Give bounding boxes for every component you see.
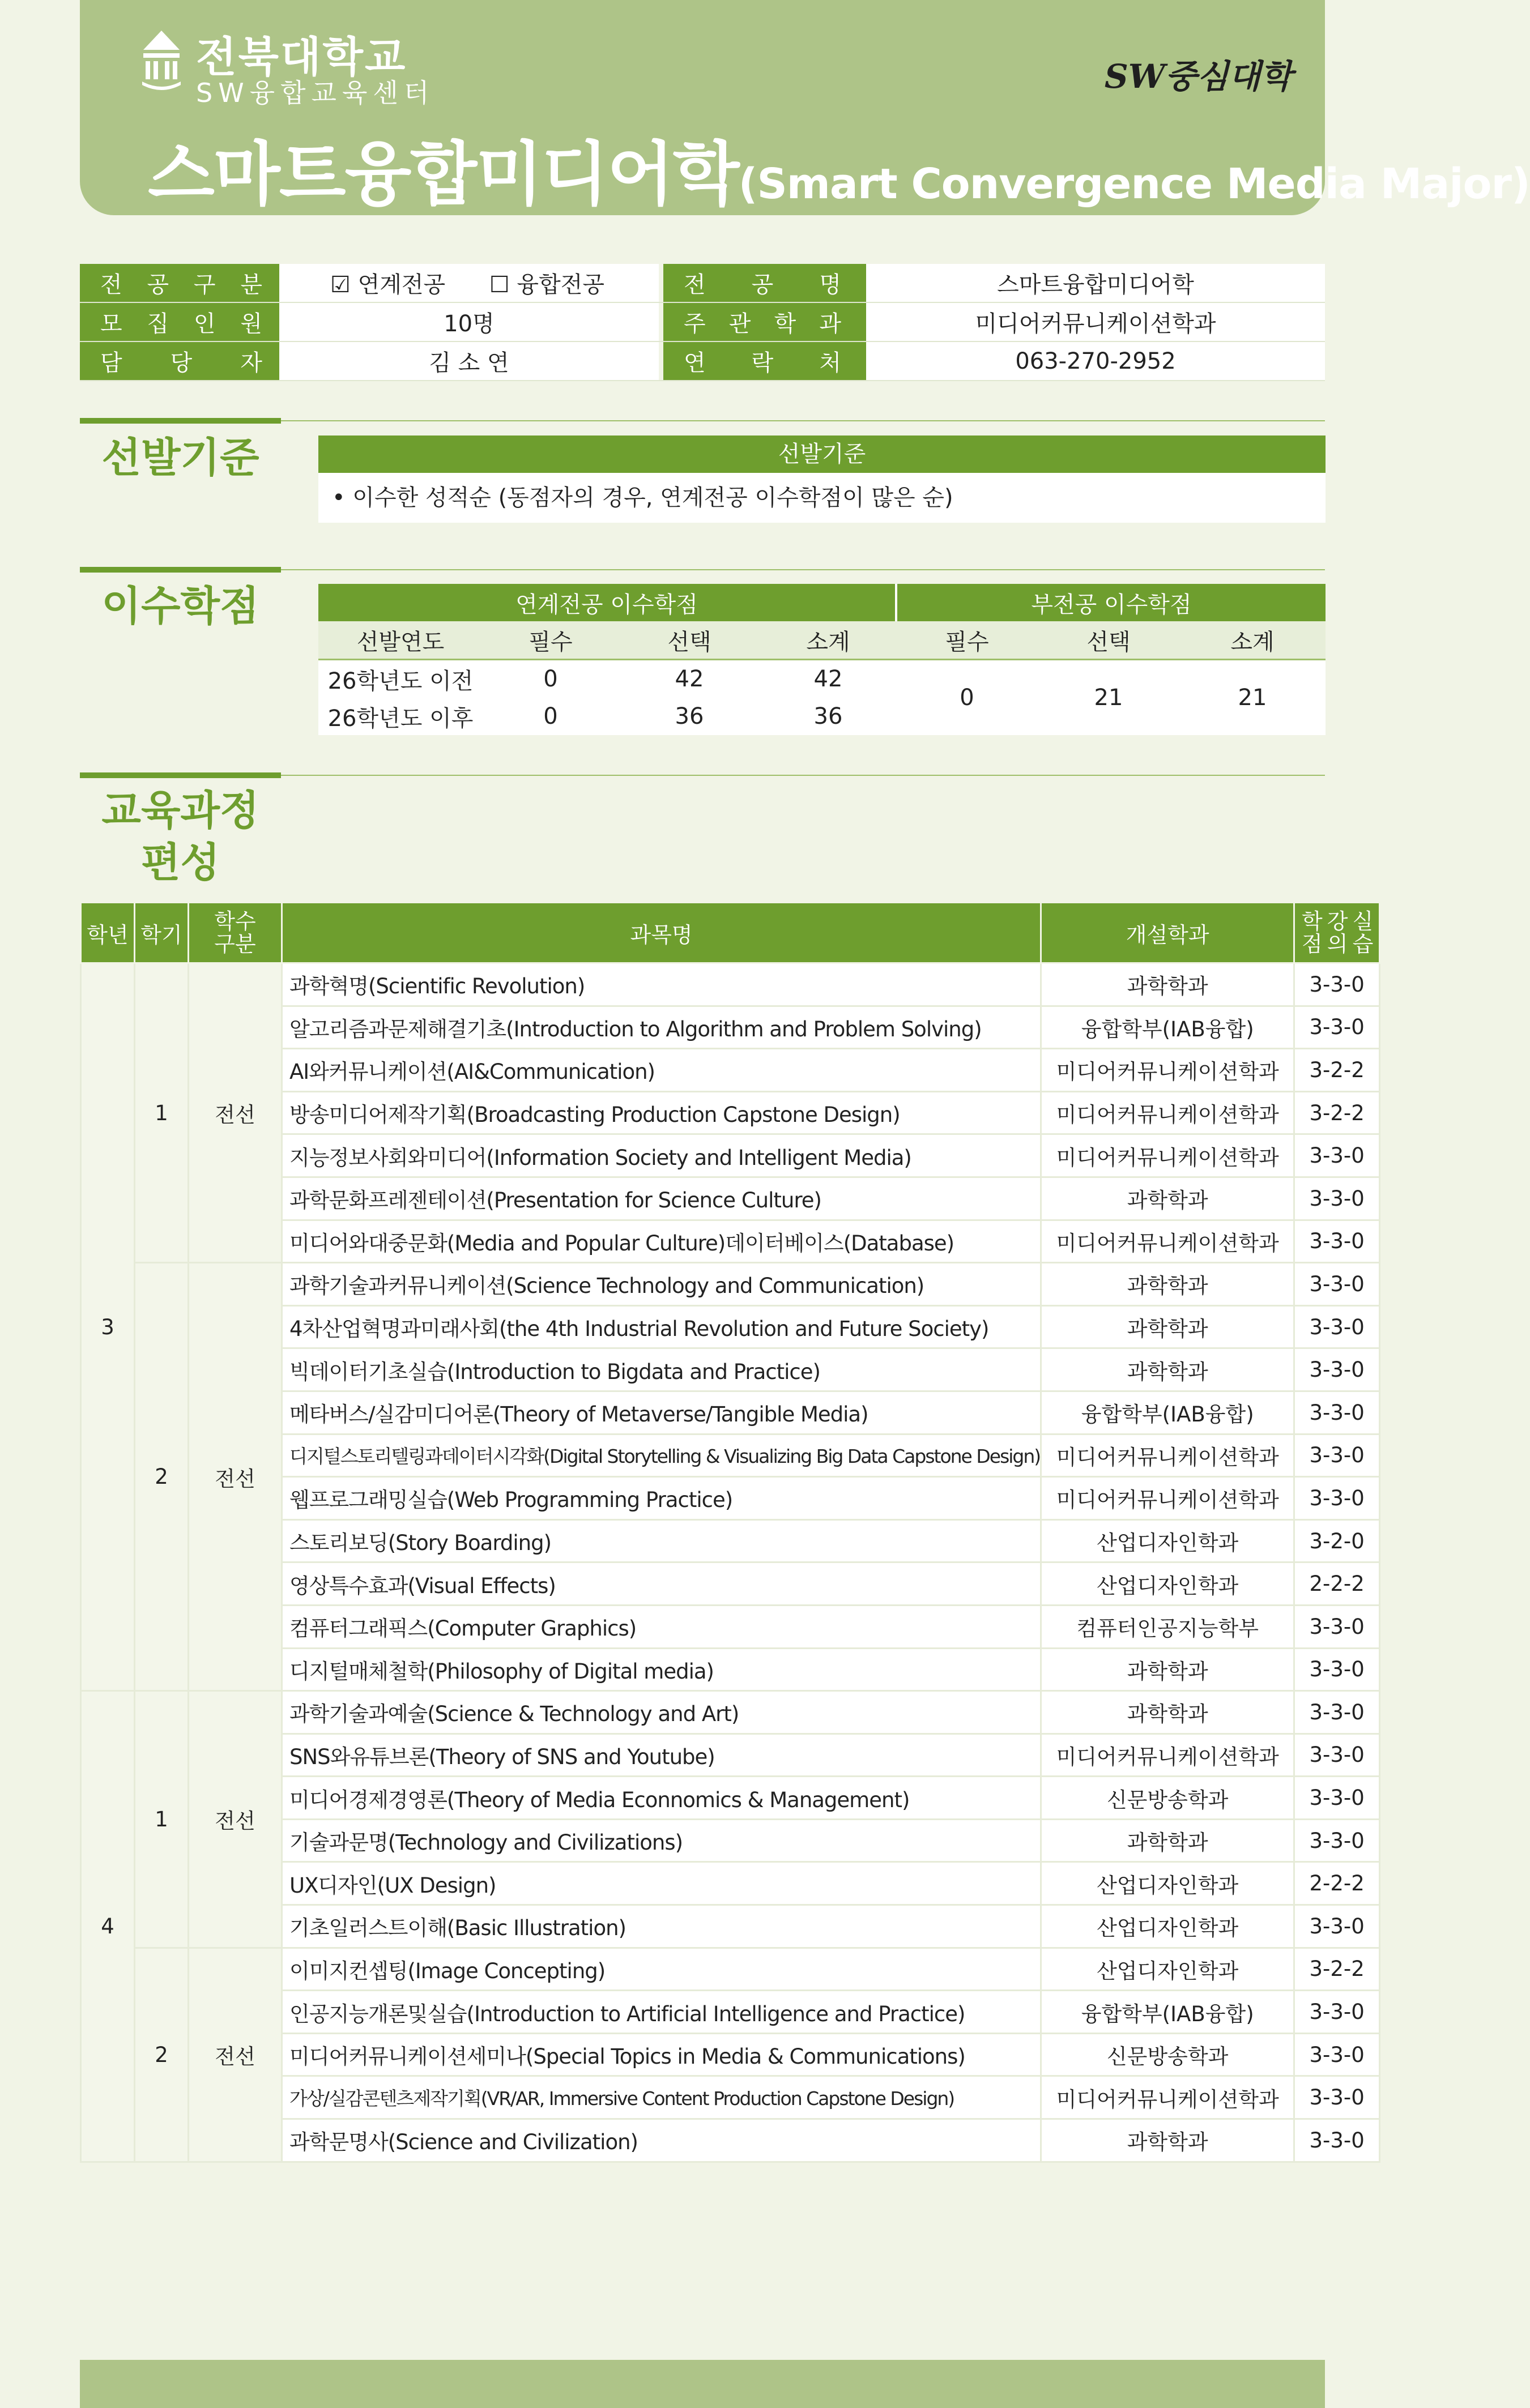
- course-credit: 3-2-0: [1294, 1519, 1380, 1562]
- course-dept: 미디어커뮤니케이션학과: [1041, 2076, 1294, 2119]
- curriculum-title-line1: 교육과정: [101, 787, 259, 834]
- course-dept: 미디어커뮤니케이션학과: [1041, 1220, 1294, 1263]
- col-minor-elective: 선택: [1038, 621, 1179, 660]
- university-name: 전북대학교: [196, 33, 407, 82]
- section-rule: [80, 567, 281, 573]
- semester-cell: 2: [135, 1948, 189, 2162]
- criteria-header: 선발기준: [318, 436, 1326, 473]
- course-name: 방송미디어제작기획(Broadcasting Production Capstone Design): [282, 1091, 1041, 1134]
- course-name: SNS와유튜브론(Theory of SNS and Youtube): [282, 1734, 1041, 1777]
- course-credit: 3-3-0: [1294, 1305, 1380, 1348]
- course-name: 웹프로그래밍실습(Web Programming Practice): [282, 1477, 1041, 1520]
- course-credit: 2-2-2: [1294, 1862, 1380, 1905]
- course-name: 빅데이터기초실습(Introduction to Bigdata and Practice): [282, 1348, 1041, 1391]
- col-required: 필수: [483, 621, 619, 660]
- course-row: [81, 1263, 1380, 1306]
- section-rule: [80, 418, 281, 424]
- course-credit: 3-3-0: [1294, 1434, 1380, 1477]
- course-name: 디지털매체철학(Philosophy of Digital media): [282, 1648, 1041, 1691]
- university-emblem-icon: [139, 28, 184, 91]
- credit-cell: 0: [483, 660, 619, 698]
- minor-credit-cell: 21: [1038, 660, 1179, 736]
- course-dept: 과학학과: [1041, 1177, 1294, 1220]
- course-credit: 3-3-0: [1294, 1006, 1380, 1049]
- course-dept: 산업디자인학과: [1041, 1862, 1294, 1905]
- recruit-value: 10명: [279, 302, 659, 341]
- course-credit: 2-2-2: [1294, 1562, 1380, 1606]
- major-title-ko: 스마트융합미디어학: [148, 134, 739, 215]
- recruit-label: 모 집 인 원: [80, 302, 279, 341]
- name-label: 전 공 명: [663, 264, 866, 302]
- course-name: 이미지컨셉팅(Image Concepting): [282, 1948, 1041, 1991]
- col-minor-required: 필수: [896, 621, 1038, 660]
- course-name: 과학혁명(Scientific Revolution): [282, 963, 1041, 1006]
- course-name: 과학문화프레젠테이션(Presentation for Science Culture): [282, 1177, 1041, 1220]
- course-name: 과학문명사(Science and Civilization): [282, 2119, 1041, 2162]
- course-dept: 미디어커뮤니케이션학과: [1041, 1091, 1294, 1134]
- contact-value: 063-270-2952: [866, 341, 1325, 381]
- header-semester: 학기: [135, 903, 189, 963]
- name-value: 스마트융합미디어학: [866, 264, 1325, 302]
- major-title-en: (Smart Convergence Media Major): [738, 160, 1530, 208]
- course-credit: 3-3-0: [1294, 963, 1380, 1006]
- credit-cell: 42: [760, 660, 896, 698]
- type-value: [279, 264, 659, 302]
- course-dept: 과학학과: [1041, 1648, 1294, 1691]
- year-after-26: 26학년도 이후: [318, 698, 483, 735]
- col-minor-subtotal: 소계: [1179, 621, 1326, 660]
- course-name: 영상특수효과(Visual Effects): [282, 1562, 1041, 1606]
- course-name: 4차산업혁명과미래사회(the 4th Industrial Revolution and Future Society): [282, 1305, 1041, 1348]
- course-dept: 과학학과: [1041, 1819, 1294, 1862]
- course-credit: 3-3-0: [1294, 1734, 1380, 1777]
- course-credit: 3-3-0: [1294, 1263, 1380, 1306]
- course-name: 스토리보딩(Story Boarding): [282, 1519, 1041, 1562]
- course-name: 디지털스토리텔링과데이터시각화(Digital Storytelling & Visualizing Big Data Capstone Design): [282, 1434, 1041, 1477]
- major-info-table: [80, 264, 1325, 381]
- course-credit: 3-3-0: [1294, 1134, 1380, 1177]
- course-credit: 3-3-0: [1294, 1648, 1380, 1691]
- col-year: 선발연도: [318, 621, 483, 660]
- course-name: 미디어커뮤니케이션세미나(Special Topics in Media & Communications): [282, 2033, 1041, 2076]
- credit-cell: 42: [619, 660, 760, 698]
- course-credit: 3-3-0: [1294, 2033, 1380, 2076]
- course-dept: 미디어커뮤니케이션학과: [1041, 1477, 1294, 1520]
- course-credit: 3-3-0: [1294, 1391, 1380, 1434]
- course-credit: 3-3-0: [1294, 1220, 1380, 1263]
- course-dept: 컴퓨터인공지능학부: [1041, 1605, 1294, 1648]
- course-dept: 융합학부(IAB융합): [1041, 1391, 1294, 1434]
- curriculum-title-line2: 편성: [140, 839, 220, 886]
- col-subtotal: 소계: [760, 621, 896, 660]
- minor-credit-cell: 0: [896, 660, 1038, 736]
- course-dept: 과학학과: [1041, 2119, 1294, 2162]
- semester-cell: 1: [135, 963, 189, 1263]
- contact-label: 연 락 처: [663, 341, 866, 381]
- curriculum-table: [80, 902, 1380, 2163]
- criteria-section-title: 선발기준: [101, 434, 259, 481]
- course-credit: 3-3-0: [1294, 1819, 1380, 1862]
- course-type-cell: 전선: [189, 963, 282, 1263]
- header-year: 학년: [81, 903, 135, 963]
- dept-label: 주 관 학 과: [663, 302, 866, 341]
- course-dept: 신문방송학과: [1041, 1777, 1294, 1820]
- course-name: 기초일러스트이해(Basic Illustration): [282, 1905, 1041, 1948]
- grade-cell: 4: [81, 1691, 135, 2162]
- course-dept: 과학학과: [1041, 1305, 1294, 1348]
- course-dept: 융합학부(IAB융합): [1041, 1006, 1294, 1049]
- type-option-convergence: ☐ 융합전공: [489, 272, 604, 298]
- course-name: 메타버스/실감미디어론(Theory of Metaverse/Tangible Media): [282, 1391, 1041, 1434]
- course-row: [81, 963, 1380, 1006]
- course-name: 알고리즘과문제해결기초(Introduction to Algorithm and Problem Solving): [282, 1006, 1041, 1049]
- header-credit: 학 강 실 점 의 습: [1294, 903, 1380, 963]
- course-dept: 과학학과: [1041, 1691, 1294, 1734]
- course-credit: 3-3-0: [1294, 2119, 1380, 2162]
- course-name: 기술과문명(Technology and Civilizations): [282, 1819, 1041, 1862]
- course-dept: 미디어커뮤니케이션학과: [1041, 1049, 1294, 1092]
- course-type-cell: 전선: [189, 1948, 282, 2162]
- course-dept: 미디어커뮤니케이션학과: [1041, 1734, 1294, 1777]
- minor-credit-cell: 21: [1179, 660, 1326, 736]
- course-name: 인공지능개론및실습(Introduction to Artificial Intelligence and Practice): [282, 1991, 1041, 2034]
- course-dept: 산업디자인학과: [1041, 1562, 1294, 1606]
- section-rule-thin: [281, 420, 1325, 421]
- dept-value: 미디어커뮤니케이션학과: [866, 302, 1325, 341]
- credit-cell: 36: [619, 698, 760, 735]
- course-credit: 3-3-0: [1294, 1991, 1380, 2034]
- course-dept: 신문방송학과: [1041, 2033, 1294, 2076]
- header-type: 학수 구분: [189, 903, 282, 963]
- col-elective: 선택: [619, 621, 760, 660]
- course-dept: 과학학과: [1041, 963, 1294, 1006]
- course-credit: 3-3-0: [1294, 1177, 1380, 1220]
- course-credit: 3-3-0: [1294, 1777, 1380, 1820]
- header-banner: [80, 0, 1530, 215]
- header-course: 과목명: [282, 903, 1041, 963]
- header-dept: 개설학과: [1041, 903, 1294, 963]
- course-credit: 3-3-0: [1294, 2076, 1380, 2119]
- course-name: 가상/실감콘텐츠제작기획(VR/AR, Immersive Content Production Capstone Design): [282, 2076, 1041, 2119]
- course-credit: 3-3-0: [1294, 1691, 1380, 1734]
- type-label: 전 공 구 분: [80, 264, 279, 302]
- course-dept: 과학학과: [1041, 1263, 1294, 1306]
- section-rule-thin: [281, 775, 1325, 776]
- type-option-linked: ☑ 연계전공: [330, 272, 446, 298]
- criteria-item: • 이수한 성적순 (동점자의 경우, 연계전공 이수학점이 많은 순): [318, 473, 1326, 523]
- course-name: 미디어와대중문화(Media and Popular Culture)데이터베이스(Database): [282, 1220, 1041, 1263]
- credits-section-title: 이수학점: [101, 582, 259, 630]
- course-credit: 3-3-0: [1294, 1605, 1380, 1648]
- credit-cell: 36: [760, 698, 896, 735]
- course-dept: 미디어커뮤니케이션학과: [1041, 1434, 1294, 1477]
- credit-cell: 0: [483, 698, 619, 735]
- major-title: [148, 119, 1530, 218]
- course-row: [81, 1691, 1380, 1734]
- course-credit: 3-2-2: [1294, 1091, 1380, 1134]
- semester-cell: 2: [135, 1263, 189, 1691]
- linked-credits-header: 연계전공 이수학점: [318, 584, 896, 621]
- credits-table: [318, 584, 1326, 735]
- sw-university-mark: SW중심대학: [1104, 57, 1292, 96]
- course-name: 지능정보사회와미디어(Information Society and Intelligent Media): [282, 1134, 1041, 1177]
- course-name: AI와커뮤니케이션(AI&Communication): [282, 1049, 1041, 1092]
- course-type-cell: 전선: [189, 1263, 282, 1691]
- center-name: SW융합교육센터: [196, 78, 435, 108]
- course-name: UX디자인(UX Design): [282, 1862, 1041, 1905]
- course-dept: 산업디자인학과: [1041, 1519, 1294, 1562]
- section-rule: [80, 772, 281, 778]
- curriculum-section-title: [80, 784, 281, 889]
- course-dept: 과학학과: [1041, 1348, 1294, 1391]
- course-name: 과학기술과커뮤니케이션(Science Technology and Communication): [282, 1263, 1041, 1306]
- course-name: 과학기술과예술(Science & Technology and Art): [282, 1691, 1041, 1734]
- course-credit: 3-3-0: [1294, 1477, 1380, 1520]
- grade-cell: 3: [81, 963, 135, 1691]
- year-before-26: 26학년도 이전: [318, 660, 483, 698]
- course-name: 컴퓨터그래픽스(Computer Graphics): [282, 1605, 1041, 1648]
- minor-credits-header: 부전공 이수학점: [896, 584, 1326, 621]
- section-rule-thin: [281, 569, 1325, 570]
- course-credit: 3-3-0: [1294, 1905, 1380, 1948]
- course-dept: 산업디자인학과: [1041, 1948, 1294, 1991]
- course-credit: 3-3-0: [1294, 1348, 1380, 1391]
- course-dept: 미디어커뮤니케이션학과: [1041, 1134, 1294, 1177]
- course-dept: 융합학부(IAB융합): [1041, 1991, 1294, 2034]
- course-dept: 산업디자인학과: [1041, 1905, 1294, 1948]
- criteria-box: [318, 436, 1326, 523]
- manager-label: 담 당 자: [80, 341, 279, 381]
- course-type-cell: 전선: [189, 1691, 282, 1948]
- course-name: 미디어경제경영론(Theory of Media Econnomics & Management): [282, 1777, 1041, 1820]
- manager-value: 김 소 연: [279, 341, 659, 381]
- course-credit: 3-2-2: [1294, 1049, 1380, 1092]
- footer-bar: [80, 2360, 1325, 2408]
- semester-cell: 1: [135, 1691, 189, 1948]
- course-credit: 3-2-2: [1294, 1948, 1380, 1991]
- course-row: [81, 1948, 1380, 1991]
